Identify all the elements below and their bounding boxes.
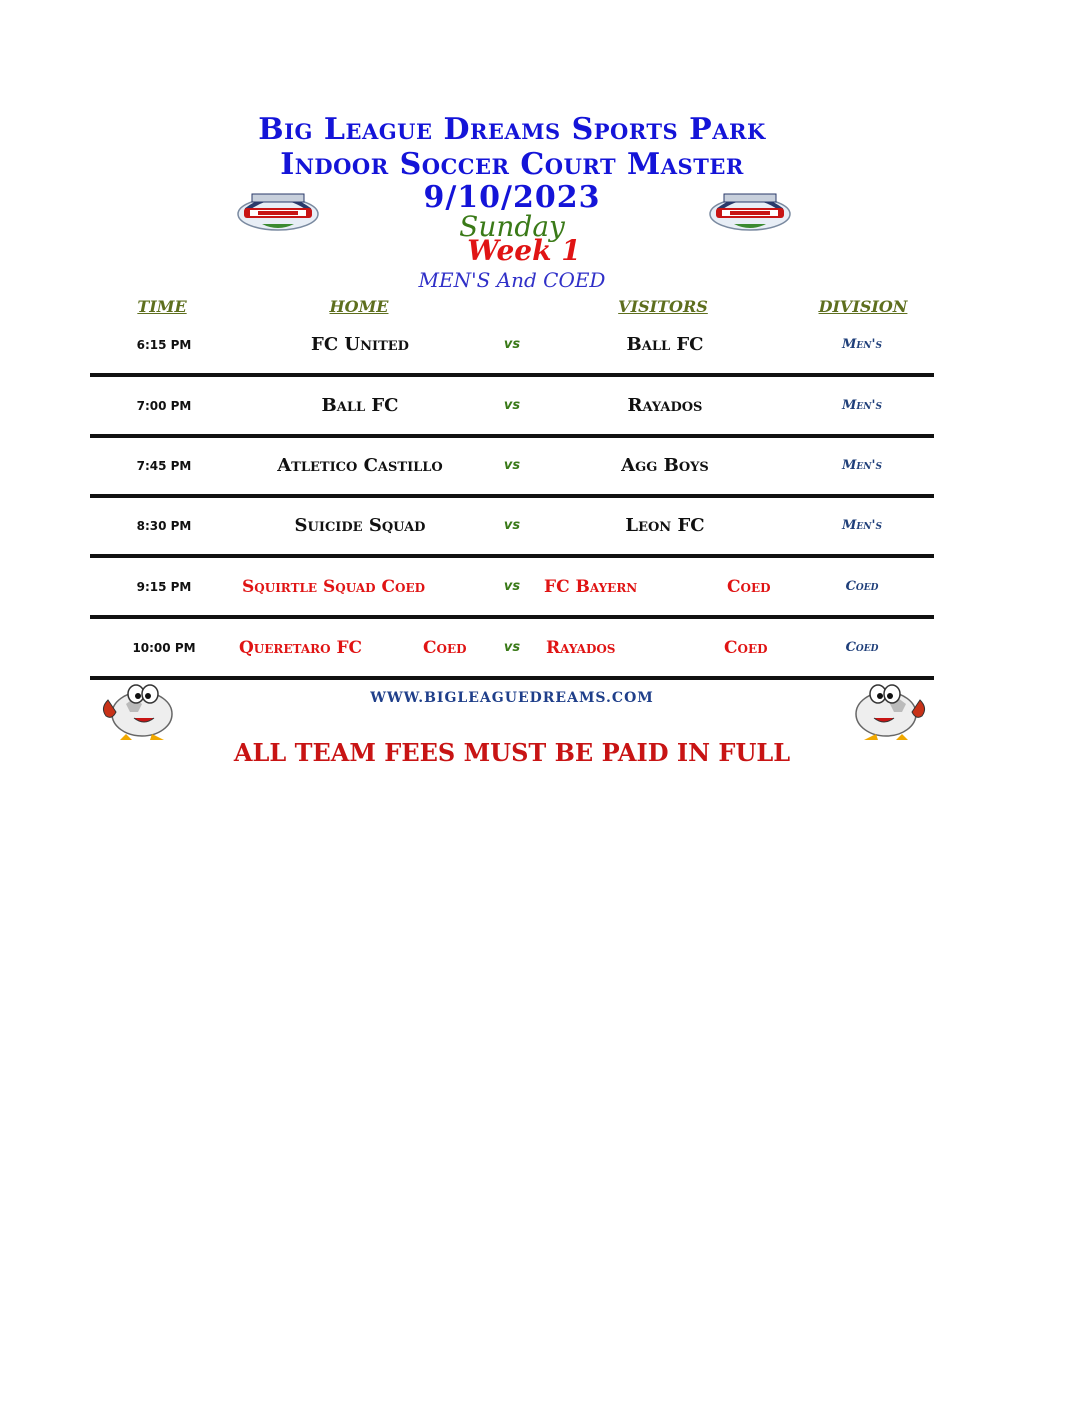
- schedule-date: 9/10/2023: [423, 180, 601, 215]
- table-row: [90, 498, 934, 558]
- home-team: Queretaro FC: [239, 638, 363, 658]
- division-label: Men's: [842, 398, 882, 413]
- table-row: [90, 620, 934, 680]
- home-team: Suicide Squad: [294, 515, 426, 536]
- versus-label: vs: [503, 640, 521, 655]
- visiting-team: Leon FC: [625, 515, 705, 536]
- game-time: 7:45 PM: [136, 459, 192, 473]
- row-divider: [90, 615, 934, 619]
- row-divider: [90, 676, 934, 680]
- division-label: Men's: [842, 458, 882, 473]
- versus-label: vs: [503, 579, 521, 594]
- website-url: WWW.BIGLEAGUEDREAMS.COM: [370, 690, 654, 706]
- title-court-master: Indoor Soccer Court Master: [280, 147, 744, 182]
- table-row: [90, 317, 934, 377]
- visiting-team: Rayados: [546, 638, 616, 658]
- visiting-team: FC Bayern: [544, 577, 638, 597]
- league-type: MEN'S And COED: [418, 268, 606, 292]
- game-time: 9:15 PM: [136, 580, 192, 594]
- game-time: 8:30 PM: [136, 519, 192, 533]
- table-row: [90, 438, 934, 498]
- visiting-team-tag: Coed: [727, 577, 771, 597]
- table-row: [90, 559, 934, 619]
- soccer-ball-mascot-icon: [838, 680, 938, 744]
- home-team: FC United: [311, 334, 409, 355]
- visiting-team: Rayados: [627, 395, 703, 416]
- table-row: [90, 378, 934, 438]
- column-header-visitors: VISITORS: [618, 297, 708, 316]
- home-team: Atletico Castillo: [277, 455, 443, 476]
- soccer-ball-mascot-icon: [90, 680, 190, 744]
- versus-label: vs: [503, 337, 521, 352]
- column-header-division: DIVISION: [818, 297, 908, 316]
- column-header-time: TIME: [137, 297, 187, 316]
- game-time: 6:15 PM: [136, 338, 192, 352]
- division-label: Coed: [845, 640, 879, 655]
- fees-notice: ALL TEAM FEES MUST BE PAID IN FULL: [233, 738, 791, 767]
- division-label: Men's: [842, 337, 882, 352]
- home-team: Squirtle Squad Coed: [242, 577, 425, 597]
- schedule-week: Week 1: [467, 234, 581, 267]
- visiting-team: Ball FC: [626, 334, 704, 355]
- game-time: 10:00 PM: [132, 641, 196, 655]
- versus-label: vs: [503, 398, 521, 413]
- column-header-home: HOME: [329, 297, 389, 316]
- game-time: 7:00 PM: [136, 399, 192, 413]
- schedule-day: Sunday: [459, 210, 565, 243]
- row-divider: [90, 554, 934, 558]
- versus-label: vs: [503, 458, 521, 473]
- visiting-team: Agg Boys: [621, 455, 709, 476]
- home-team: Ball FC: [321, 395, 399, 416]
- title-park: Big League Dreams Sports Park: [258, 112, 766, 147]
- division-label: Coed: [845, 579, 879, 594]
- visiting-team-tag: Coed: [724, 638, 768, 658]
- versus-label: vs: [503, 518, 521, 533]
- home-team-tag: Coed: [423, 638, 467, 658]
- row-divider: [90, 373, 934, 377]
- division-label: Men's: [842, 518, 882, 533]
